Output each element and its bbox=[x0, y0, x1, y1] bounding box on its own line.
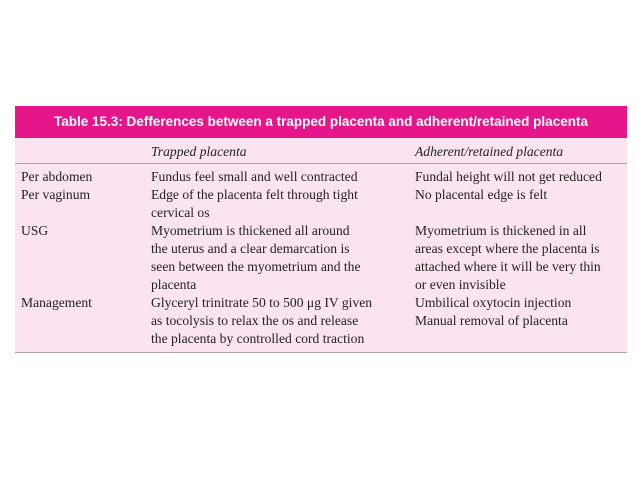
cell-line: areas except where the placenta is bbox=[415, 241, 600, 256]
cell-line: Fundal height will not get reduced bbox=[415, 169, 602, 184]
cell-line: Myometrium is thickened in all bbox=[415, 223, 587, 238]
table-body bbox=[15, 138, 627, 353]
cell-line: seen between the myometrium and the bbox=[151, 259, 361, 274]
trapped-cell bbox=[151, 168, 401, 222]
row-label bbox=[21, 294, 147, 312]
row-label-line: Management bbox=[21, 295, 92, 310]
adherent-cell bbox=[415, 222, 623, 294]
trapped-cell bbox=[151, 222, 401, 294]
row-label-line: USG bbox=[21, 223, 49, 238]
table-row bbox=[15, 168, 627, 222]
table-header-row bbox=[15, 138, 627, 164]
table-row bbox=[15, 222, 627, 294]
row-label bbox=[21, 168, 147, 204]
cell-line: No placental edge is felt bbox=[415, 187, 548, 202]
trapped-cell bbox=[151, 294, 401, 348]
cell-line: Manual removal of placenta bbox=[415, 313, 568, 328]
cell-line: or even invisible bbox=[415, 277, 506, 292]
row-label-line: Per abdomen bbox=[21, 169, 93, 184]
table-caption: Table 15.3: Defferences between a trapped placenta and adherent/retained placenta bbox=[15, 106, 627, 138]
table-bottom-rule bbox=[15, 352, 627, 353]
cell-line: Umbilical oxytocin injection bbox=[415, 295, 572, 310]
cell-line: placenta bbox=[151, 277, 197, 292]
adherent-cell bbox=[415, 168, 623, 204]
cell-line: as tocolysis to relax the os and release bbox=[151, 313, 359, 328]
cell-line: Edge of the placenta felt through tight bbox=[151, 187, 358, 202]
row-label bbox=[21, 222, 147, 240]
header-trapped-placenta: Trapped placenta bbox=[151, 144, 247, 159]
cell-line: attached where it will be very thin bbox=[415, 259, 601, 274]
comparison-table bbox=[15, 106, 627, 353]
cell-line: Myometrium is thickened all around bbox=[151, 223, 350, 238]
cell-line: the placenta by controlled cord traction bbox=[151, 331, 365, 346]
adherent-cell bbox=[415, 294, 623, 330]
cell-line: the uterus and a clear demarcation is bbox=[151, 241, 350, 256]
header-adherent-placenta: Adherent/retained placenta bbox=[415, 144, 564, 159]
cell-line: cervical os bbox=[151, 205, 210, 220]
cell-line: Glyceryl trinitrate 50 to 500 μg IV given bbox=[151, 295, 373, 310]
row-label-line: Per vaginum bbox=[21, 187, 91, 202]
table-row bbox=[15, 294, 627, 352]
cell-line: Fundus feel small and well contracted bbox=[151, 169, 358, 184]
